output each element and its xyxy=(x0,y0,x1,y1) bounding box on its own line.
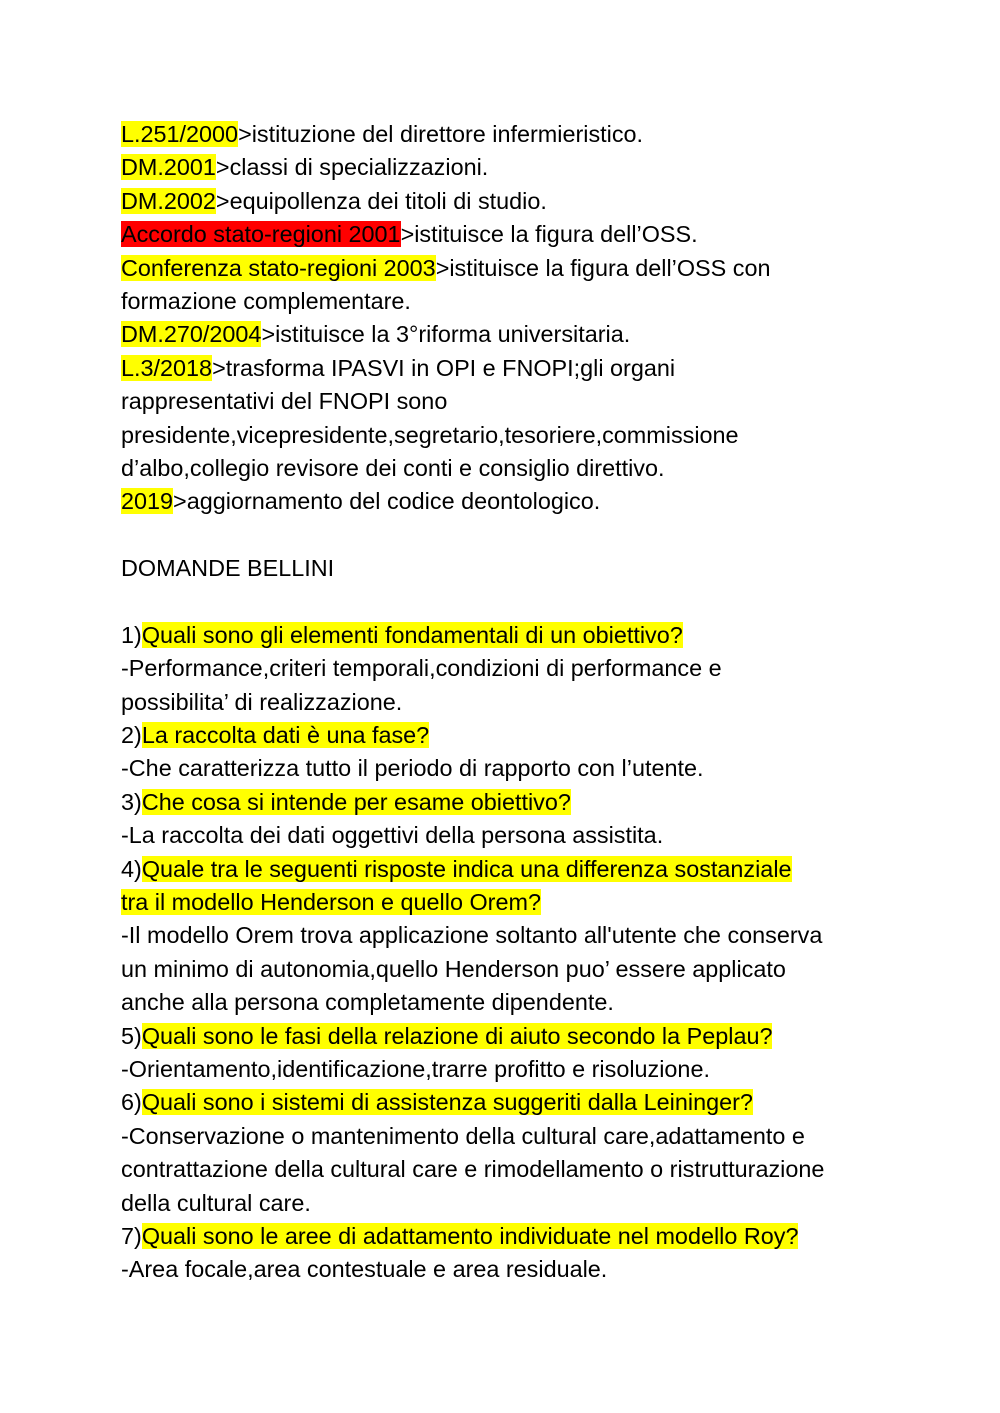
question-text: Quale tra le seguenti risposte indica una differenza sostanziale xyxy=(141,855,792,882)
history-text: >trasforma IPASVI in OPI e FNOPI;gli organi xyxy=(212,354,676,381)
question-number: 4) xyxy=(121,855,142,882)
blank-line xyxy=(121,585,901,618)
answer-line: -Conservazione o mantenimento della cultural care,adattamento e xyxy=(121,1122,805,1149)
history-line xyxy=(121,118,901,151)
history-continuation: formazione complementare. xyxy=(121,287,411,314)
history-ref: 2019 xyxy=(121,488,174,515)
history-continuation: d’albo,collegio revisore dei conti e consiglio direttivo. xyxy=(121,454,665,481)
question-text: Quali sono gli elementi fondamentali di un obiettivo? xyxy=(141,621,683,648)
history-continuation: presidente,vicepresidente,segretario,tesoriere,commissione xyxy=(121,421,739,448)
question-line xyxy=(121,1020,901,1053)
history-line xyxy=(121,318,901,351)
history-text: >istituzione del direttore infermieristico. xyxy=(238,121,644,147)
blank-line xyxy=(121,519,901,552)
question-line xyxy=(121,719,901,752)
history-continuation: rappresentativi del FNOPI sono xyxy=(121,388,448,415)
answer-line: anche alla persona completamente dipendente. xyxy=(121,989,614,1016)
question-line xyxy=(121,619,901,652)
history-line xyxy=(121,485,901,518)
question-number: 6) xyxy=(121,1089,142,1116)
question-text: La raccolta dati è una fase? xyxy=(141,722,430,749)
answer-line: -Che caratterizza tutto il periodo di rapporto con l’utente. xyxy=(121,755,704,782)
answer-line: -Orientamento,identificazione,trarre profitto e risoluzione. xyxy=(121,1055,710,1082)
question-number: 3) xyxy=(121,788,142,815)
history-line xyxy=(121,352,901,385)
history-text: >istituisce la 3°riforma universitaria. xyxy=(261,321,631,348)
question-number: 5) xyxy=(121,1022,142,1049)
history-text: >istituisce la figura dell’OSS. xyxy=(400,221,698,248)
history-text: >equipollenza dei titoli di studio. xyxy=(215,187,547,214)
history-text: >classi di specializzazioni. xyxy=(215,154,489,181)
question-line xyxy=(121,786,901,819)
history-text: >istituisce la figura dell’OSS con xyxy=(435,254,771,281)
question-number: 7) xyxy=(121,1222,142,1249)
history-ref: DM.2001 xyxy=(121,154,216,181)
answer-line: un minimo di autonomia,quello Henderson puo’ essere applicato xyxy=(121,955,786,982)
question-number: 2) xyxy=(121,722,142,749)
section-title: DOMANDE BELLINI xyxy=(121,555,335,582)
answer-line: -La raccolta dei dati oggettivi della persona assistita. xyxy=(121,822,664,849)
history-text: >aggiornamento del codice deontologico. xyxy=(173,488,601,515)
answer-line: della cultural care. xyxy=(121,1189,311,1216)
answer-line: -Area focale,area contestuale e area residuale. xyxy=(121,1256,608,1283)
history-ref: DM.270/2004 xyxy=(121,321,262,348)
question-line xyxy=(121,1086,901,1119)
question-text: tra il modello Henderson e quello Orem? xyxy=(121,888,541,915)
history-ref: L.3/2018 xyxy=(121,354,213,381)
history-ref: DM.2002 xyxy=(121,187,216,214)
history-ref: Conferenza stato-regioni 2003 xyxy=(121,254,436,281)
question-line xyxy=(121,1220,901,1253)
answer-line: -Performance,criteri temporali,condizioni di performance e xyxy=(121,655,722,682)
question-text: Quali sono le fasi della relazione di aiuto secondo la Peplau? xyxy=(141,1022,773,1049)
question-number: 1) xyxy=(121,621,142,648)
question-line xyxy=(121,886,901,919)
document-content xyxy=(121,118,901,1287)
history-ref: L.251/2000 xyxy=(121,121,239,147)
question-line xyxy=(121,853,901,886)
question-text: Quali sono i sistemi di assistenza suggeriti dalla Leininger? xyxy=(141,1089,753,1116)
question-text: Che cosa si intende per esame obiettivo? xyxy=(141,788,571,815)
answer-line: contrattazione della cultural care e rimodellamento o ristrutturazione xyxy=(121,1156,825,1183)
history-ref-red: Accordo stato-regioni 2001 xyxy=(121,221,401,248)
history-line xyxy=(121,151,901,184)
answer-line: -Il modello Orem trova applicazione soltanto all'utente che conserva xyxy=(121,922,823,949)
question-text: Quali sono le aree di adattamento individuate nel modello Roy? xyxy=(141,1222,799,1249)
history-line xyxy=(121,252,901,285)
history-line xyxy=(121,218,901,251)
answer-line: possibilita’ di realizzazione. xyxy=(121,688,403,715)
history-line xyxy=(121,185,901,218)
